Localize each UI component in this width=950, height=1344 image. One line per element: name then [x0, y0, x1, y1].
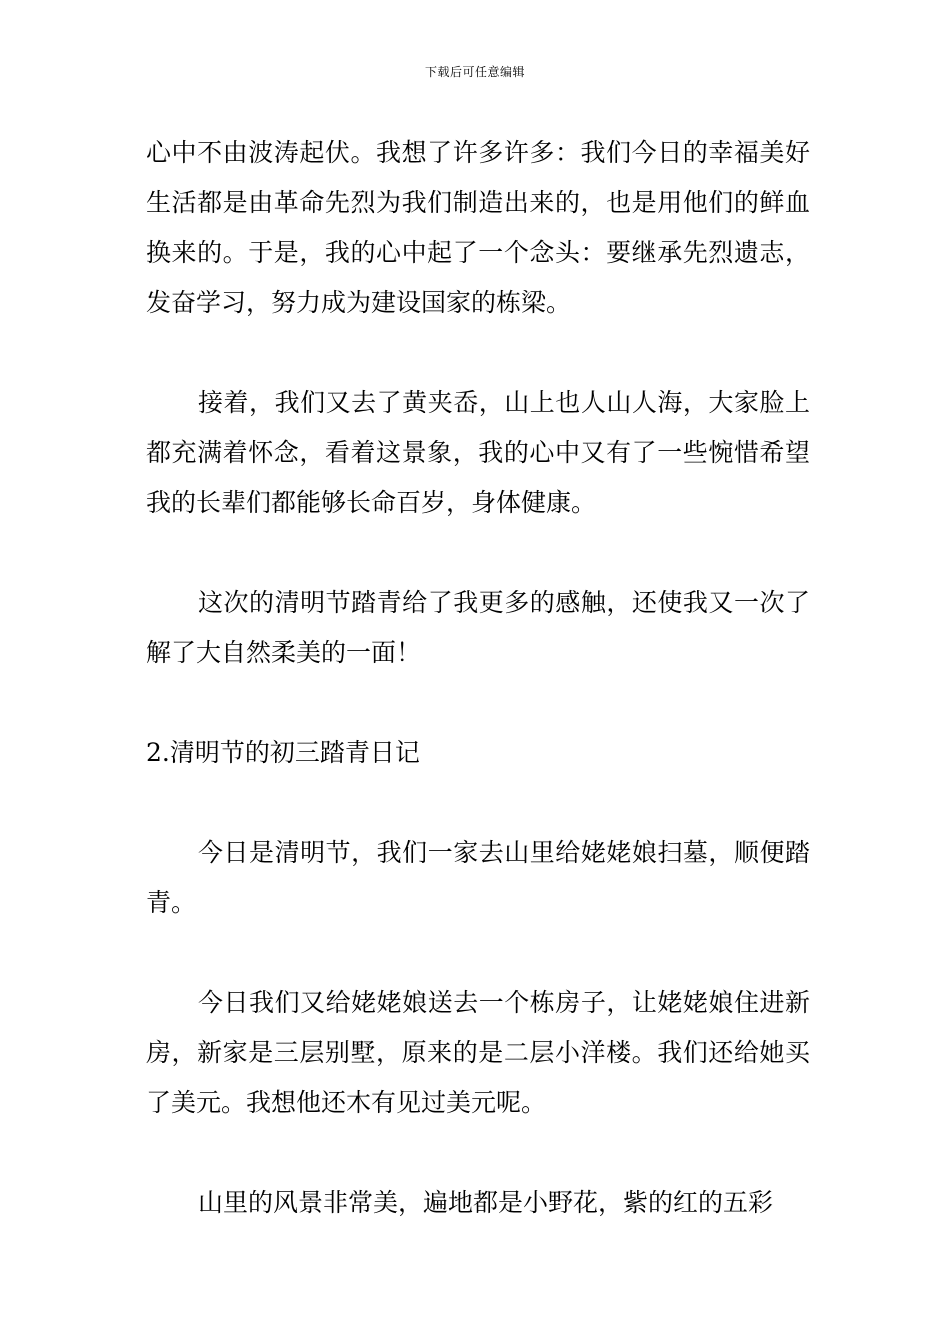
paragraph-reflection: 这次的清明节踏青给了我更多的感触，还使我又一次了解了大自然柔美的一面！ — [146, 588, 810, 667]
paragraph-qingming-intro: 今日是清明节，我们一家去山里给姥姥娘扫墓，顺便踏青。 — [146, 838, 810, 917]
document-body — [146, 128, 810, 1228]
paragraph-huangjiaao: 接着，我们又去了黄夹岙，山上也人山人海，大家脸上都充满着怀念，看着这景象，我的心中又有了一些惋惜希望我的长辈们都能够长命百岁，身体健康。 — [146, 388, 810, 517]
section-heading: 2.清明节的初三踏青日记 — [146, 738, 420, 767]
paragraph-continuation: 心中不由波涛起伏。我想了许多许多：我们今日的幸福美好生活都是由革命先烈为我们制造出来的，也是用他们的鲜血换来的。于是，我的心中起了一个念头：要继承先烈遗志，发奋学习，努力成为建设国家的栋梁。 — [146, 138, 810, 317]
paragraph-scenery: 山里的风景非常美，遍地都是小野花，紫的红的五彩 — [198, 1188, 774, 1217]
paragraph-offerings: 今日我们又给姥姥娘送去一个栋房子，让姥姥娘住进新房，新家是三层别墅，原来的是二层小洋楼。我们还给她买了美元。我想他还木有见过美元呢。 — [146, 988, 810, 1117]
page-header: 下载后可任意编辑 — [424, 65, 525, 79]
